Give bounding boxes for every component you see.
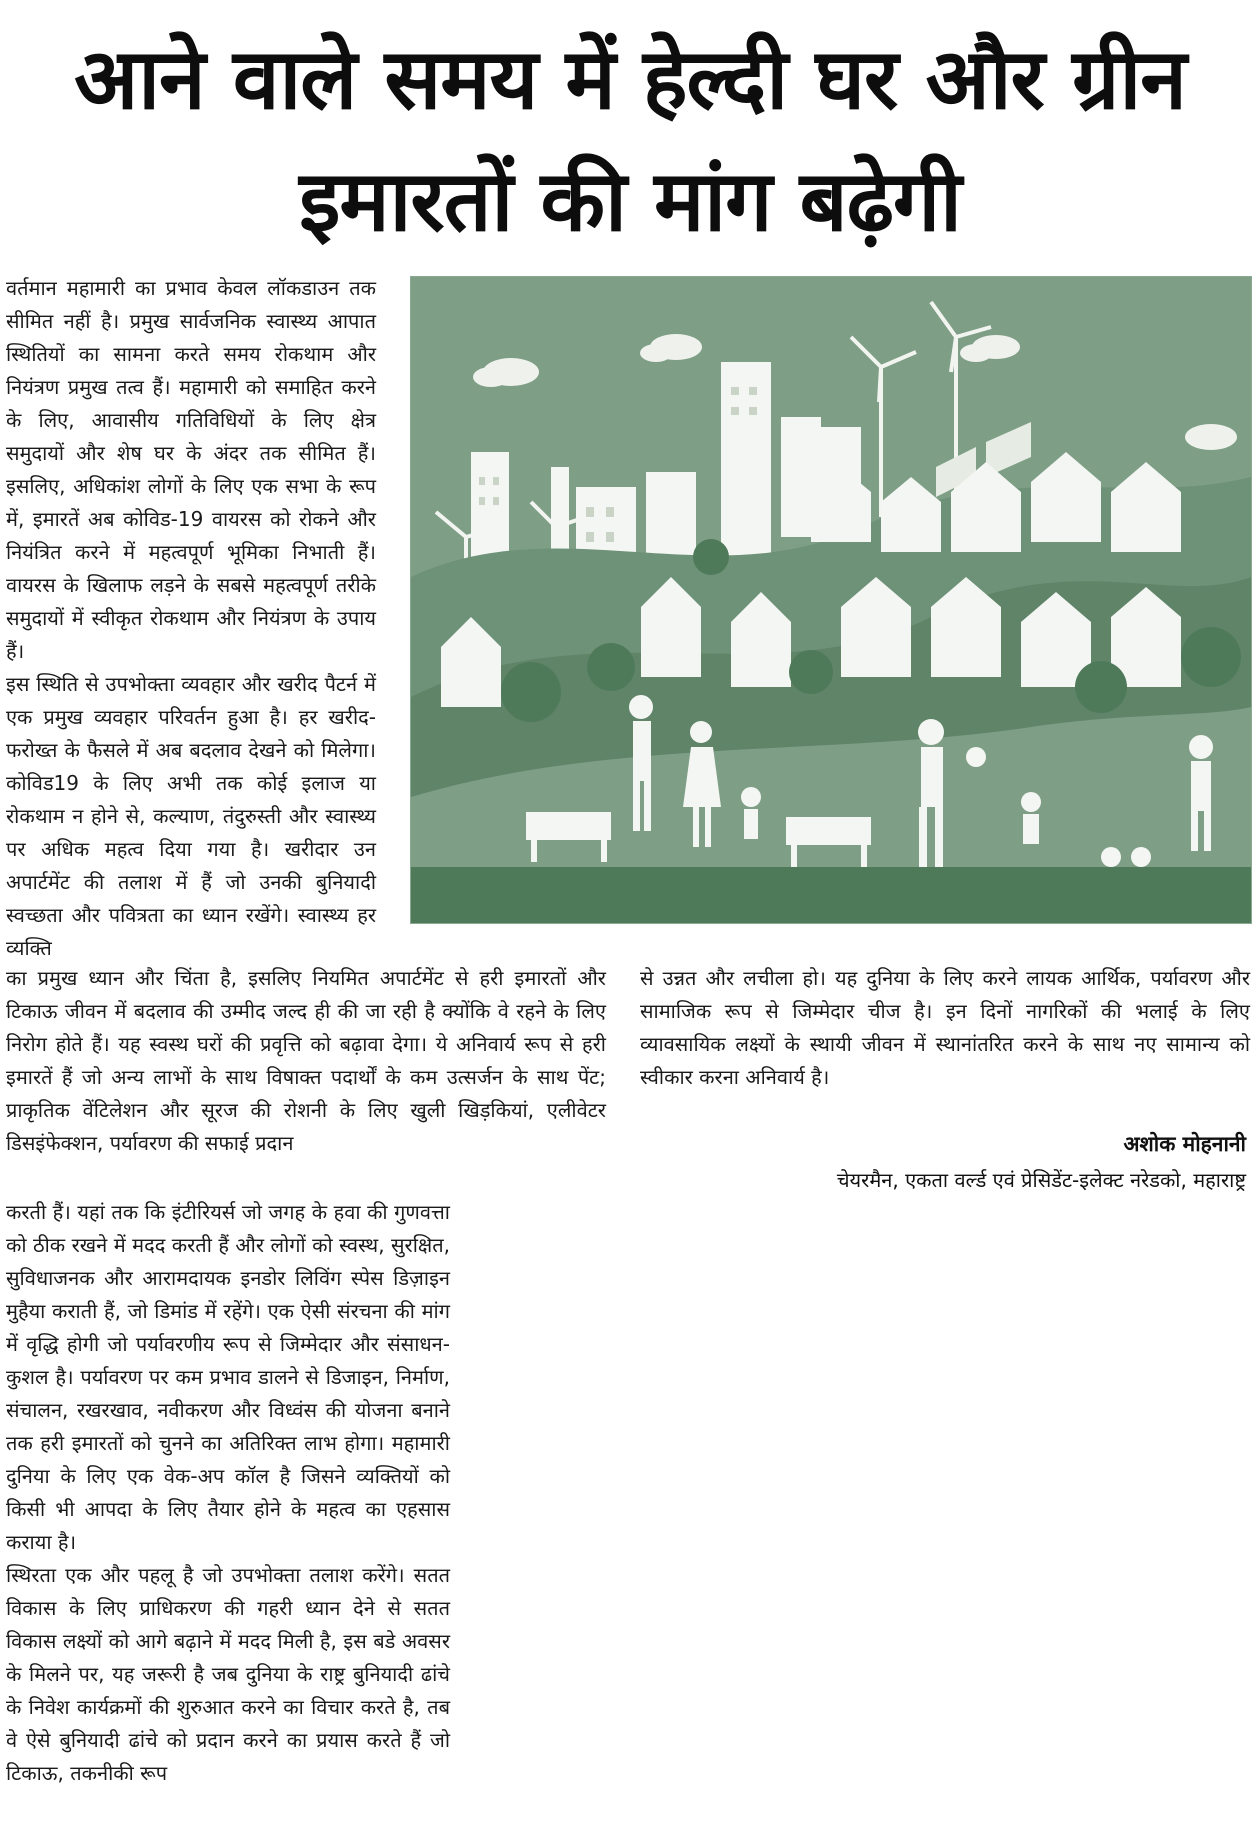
paragraph: वर्तमान महामारी का प्रभाव केवल लॉकडाउन तक सीमित नहीं है। प्रमुख सार्वजनिक स्वास्थ्य आपात स्थितियों का सामना करते समय रोकथाम और नियंत्रण प्रमुख तत्व हैं। महामारी को समाहित करने के लिए, आवासीय गतिविधियों के लिए क्षेत्र समुदायों और शेष घर के अंदर तक सीमित हैं। इसलिए, अधिकांश लोगों के लिए एक सभा के रूप में, इमारतें अब कोविड-19 वायरस को रोकने और नियंत्रित करने में महत्वपूर्ण भूमिका निभाती हैं। वायरस के खिलाफ लड़ने के सबसे महत्वपूर्ण तरीके समुदायों में स्वीकृत रोकथाम और नियंत्रण के उपाय हैं। xyxy=(6,276,376,663)
article-column-top-left xyxy=(6,272,376,965)
headline-line-2: इमारतों की मांग बढ़ेगी xyxy=(299,152,961,250)
paragraph: स्थिरता एक और पहलू है जो उपभोक्ता तलाश करेंगे। सतत विकास के लिए प्राधिकरण की गहरी ध्यान देने से सतत विकास लक्ष्यों को आगे बढ़ाने में मदद मिली है, इस बडे अवसर के मिलने पर, यह जरूरी है जब दुनिया के राष्ट्र बुनियादी ढांचे के निवेश कार्यक्रमों की शुरुआत करने का विचार करते है, तब वे ऐसे बुनियादी ढांचे को प्रदान करने का प्रयास करते हैं जो टिकाऊ, तकनीकी रूप xyxy=(6,1563,450,1785)
paragraph: का प्रमुख ध्यान और चिंता है, इसलिए नियमित अपार्टमेंट से हरी इमारतों और टिकाऊ जीवन में बदलाव की उम्मीद जल्द ही की जा रही है क्योंकि वे रहने के लिए निरोग होते हैं। यह स्वस्थ घरों की प्रवृत्ति को बढ़ावा देगा। ये अनिवार्य रूप से हरी इमारतें हैं जो अन्य लाभों के साथ विषाक्त पदार्थों के कम उत्सर्जन के साथ पेंट; प्राकृतिक वेंटिलेशन और सूरज की रोशनी के लिए खुली खिड़कियां, एलीवेटर डिसइंफेक्शन, पर्यावरण की सफाई प्रदान xyxy=(6,966,606,1155)
city-illustration xyxy=(410,276,1252,924)
author-name: अशोक मोहनानी xyxy=(1123,1132,1246,1156)
paragraph: से उन्नत और लचीला हो। यह दुनिया के लिए करने लायक आर्थिक, पर्यावरण और सामाजिक रूप से जिम्मेदार चीज है। इन दिनों नागरिकों की भलाई के लिए व्यावसायिक लक्ष्यों के स्थायी जीवन में स्थानांतरित करने के साथ नए सामान्य को स्वीकार करना अनिवार्य है। xyxy=(640,966,1250,1089)
article-column-bottom-left xyxy=(6,1196,450,1790)
paragraph: करती हैं। यहां तक कि इंटीरियर्स जो जगह के हवा की गुणवत्ता को ठीक रखने में मदद करती हैं और लोगों को स्वस्थ, सुरक्षित, सुविधाजनक और आरामदायक इनडोर लिविंग स्पेस डिज़ाइन मुहैया कराती हैं, जो डिमांड में रहेंगे। एक ऐसी संरचना की मांग में वृद्धि होगी जो पर्यावरणीय रूप से जिम्मेदार और संसाधन-कुशल है। पर्यावरण पर कम प्रभाव डालने से डिजाइन, निर्माण, संचालन, रखरखाव, नवीकरण और विध्वंस की योजना बनाने तक हरी इमारतों को चुनने का अतिरिक्त लाभ होगा। महामारी दुनिया के लिए एक वेक-अप कॉल है जिसने व्यक्तियों को किसी भी आपदा के लिए तैयार होने के महत्व का एहसास कराया है। xyxy=(6,1200,450,1554)
article-column-right xyxy=(640,962,1250,1094)
paragraph: इस स्थिति से उपभोक्ता व्यवहार और खरीद पैटर्न में एक प्रमुख व्यवहार परिवर्तन हुआ है। हर खरीद-फरोख्त के फैसले में अब बदलाव देखने को मिलेगा। कोविड19 के लिए अभी तक कोई इलाज या रोकथाम न होने से, कल्याण, तंदुरुस्ती और स्वास्थ्य पर अधिक महत्व दिया गया है। खरीदार उन अपार्टमेंट की तलाश में हैं जो उनकी बुनियादी स्वच्छता और पवित्रता का ध्यान रखेंगे। स्वास्थ्य हर व्यक्ति xyxy=(6,672,376,960)
headline xyxy=(0,18,1260,262)
article-column-wide xyxy=(6,962,606,1160)
grass xyxy=(411,867,1251,923)
author-designation: चेयरमैन, एकता वर्ल्ड एवं प्रेसिडेंट-इलेक्ट नरेडको, महाराष्ट्र xyxy=(836,1168,1246,1192)
green-city-illustration xyxy=(411,277,1251,923)
headline-line-1: आने वाले समय में हेल्दी घर और ग्रीन xyxy=(74,30,1186,128)
